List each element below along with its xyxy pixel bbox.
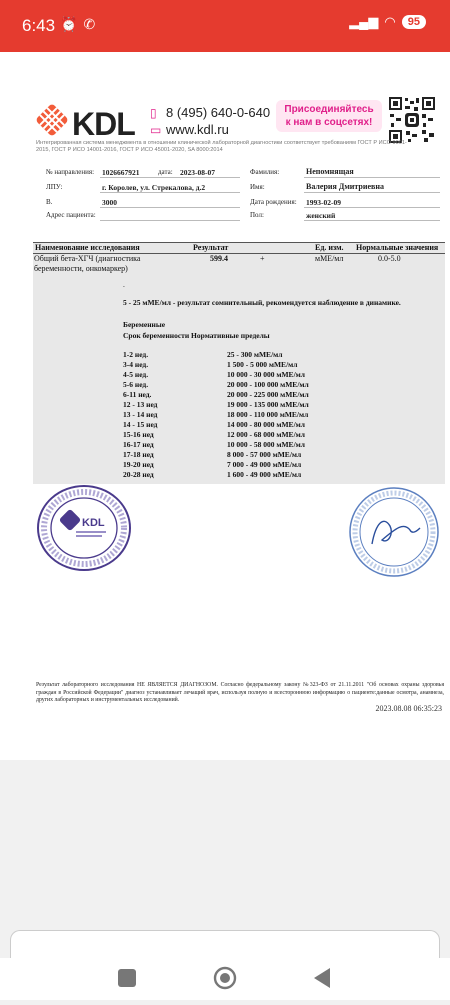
kdl-logo-icon [36, 104, 68, 136]
recents-button-icon[interactable] [118, 969, 136, 987]
contact-block [150, 104, 270, 138]
pregnancy-term: 6-11 нед. [123, 390, 152, 399]
pregnancy-term: 17-18 нед [123, 450, 154, 459]
col-test-name: Наименование исследования [35, 243, 140, 252]
lab-stamp-left [36, 484, 132, 572]
pregnancy-term: 3-4 нед. [123, 360, 149, 369]
battery-icon: 95 [402, 15, 426, 29]
navigation-bar [0, 958, 450, 1000]
pregnancy-range: 1 600 - 49 000 мМЕ/мл [227, 470, 302, 479]
doctor-stamp-right [346, 482, 442, 582]
pregnancy-row [123, 440, 305, 449]
wifi-icon: ◠ [384, 14, 396, 29]
referral-label: № направления: [46, 168, 95, 176]
date-label: дата: [158, 168, 173, 176]
field-line [304, 192, 440, 193]
field-line [100, 220, 240, 221]
document-header [0, 52, 450, 232]
test-value: 599.4 [210, 254, 228, 263]
monitor-icon: ▭ [150, 122, 162, 137]
col-norm: Нормальные значения [356, 243, 439, 252]
surname-value: Непомнящая [306, 167, 354, 176]
test-norm: 0.0-5.0 [378, 254, 401, 263]
pregnancy-range: 20 000 - 225 000 мМЕ/мл [227, 390, 309, 399]
status-bar [0, 0, 450, 52]
v-value: 3000 [102, 198, 117, 207]
pregnancy-range: 10 000 - 30 000 мМЕ/мл [227, 370, 305, 379]
certification-text: Интегрированная система менеджмента в отношении клинической лабораторной диагностики соответствует требованиям ГОСТ Р ИСО 9001-2015, ГОСТ Р ИСО 14001-2016, ГОСТ Р ИСО 45001-2020, SA 8000:2014 [36, 140, 407, 153]
field-line [100, 207, 240, 208]
disclaimer-text: Результат лабораторного исследования НЕ ЯВЛЯЕТСЯ ДИАГНОЗОМ. Согласно федеральному закону №323-ФЗ от 21.11.2011 "Об основах охраны здоровья граждан в Российской Федерации" диагноз устанавливает лечащий врач, используя полную и всестороннюю информацию о пациенте:данные осмотра, анамнеза, других лабораторных и инструментальных исследований. [36, 682, 444, 704]
notification-icons [60, 16, 101, 33]
pregnant-title: Беременные [123, 320, 166, 329]
whatsapp-icon: ✆ [83, 16, 102, 32]
website-link[interactable]: www.kdl.ru [166, 122, 229, 137]
pregnancy-row [123, 380, 309, 389]
phone-icon: ▯ [150, 105, 157, 120]
pregnancy-range: 7 000 - 49 000 мМЕ/мл [227, 460, 302, 469]
name-label: Имя: [250, 183, 265, 191]
dot-mark: . [123, 280, 125, 289]
sex-label: Пол: [250, 211, 264, 219]
pregnancy-term: 4-5 нед. [123, 370, 149, 379]
pregnancy-range: 1 500 - 5 000 мМЕ/мл [227, 360, 298, 369]
test-unit: мМЕ/мл [315, 254, 344, 263]
pregnancy-row [123, 400, 309, 409]
doctor-signature-icon [372, 521, 420, 544]
pregnancy-row [123, 420, 305, 429]
field-line [100, 192, 240, 193]
pregnancy-term: 16-17 нед [123, 440, 154, 449]
col-result: Результат [193, 243, 229, 252]
bottom-sheet-handle[interactable] [10, 930, 440, 958]
pregnancy-range: 20 000 - 100 000 мМЕ/мл [227, 380, 309, 389]
pregnancy-range: 10 000 - 58 000 мМЕ/мл [227, 440, 305, 449]
document-page[interactable] [0, 52, 450, 760]
pregnancy-term: 12 - 13 нед [123, 400, 158, 409]
col-unit: Ед. изм. [315, 243, 344, 252]
pregnancy-range: 14 000 - 80 000 мМЕ/мл [227, 420, 305, 429]
pregnancy-row [123, 430, 305, 439]
report-datetime: 2023.08.08 06:35:23 [375, 704, 442, 713]
pregnancy-range: 19 000 - 135 000 мМЕ/мл [227, 400, 309, 409]
pregnancy-row [123, 350, 283, 359]
pregnancy-row [123, 460, 302, 469]
pregnancy-range: 8 000 - 57 000 мМЕ/мл [227, 450, 302, 459]
field-line [100, 177, 240, 178]
logo-text: KDL [72, 106, 135, 142]
pregnancy-range: 25 - 300 мМЕ/мл [227, 350, 283, 359]
pregnancy-term: 13 - 14 нед [123, 410, 158, 419]
pregnancy-row [123, 370, 305, 379]
field-line [304, 207, 440, 208]
test-name: Общий бета-ХГЧ (диагностика беременности, онкомаркер) [34, 254, 141, 273]
doubtful-note: 5 - 25 мМЕ/мл - результат сомнительный, рекомендуется наблюдение в динамике. [123, 298, 401, 307]
pregnancy-row [123, 470, 302, 479]
sex-value: женский [306, 211, 336, 220]
field-line [304, 220, 440, 221]
status-time: 6:43 [22, 16, 56, 35]
status-right [349, 14, 426, 30]
referral-value: 1026667921 [102, 168, 140, 177]
social-banner[interactable] [276, 100, 382, 132]
address-label: Адрес пациента: [46, 211, 96, 219]
v-label: В. [46, 198, 53, 206]
pregnancy-term: 15-16 нед [123, 430, 154, 439]
results-table-header [33, 242, 445, 254]
test-flag: + [260, 254, 265, 263]
pregnancy-term: 5-6 нед. [123, 380, 149, 389]
social-banner-line2: к нам в соцсетях! [285, 117, 373, 128]
field-line [304, 177, 440, 178]
phone-number[interactable]: 8 (495) 640-0-640 [166, 105, 271, 120]
name-value: Валерия Дмитриевна [306, 182, 384, 191]
pregnancy-term: 14 - 15 нед [123, 420, 158, 429]
back-button-icon[interactable] [314, 968, 330, 988]
lpu-label: ЛПУ: [46, 183, 63, 191]
pregnancy-term: 19-20 нед [123, 460, 154, 469]
date-value: 2023-08-07 [180, 168, 215, 177]
pregnancy-range: 18 000 - 110 000 мМЕ/мл [227, 410, 309, 419]
social-banner-line1: Присоединяйтесь [284, 104, 374, 115]
pregnancy-row [123, 360, 298, 369]
pregnancy-row [123, 390, 309, 399]
stamp-logo-text: KDL [82, 517, 105, 529]
alarm-icon: ⏰ [60, 16, 84, 32]
pregnancy-term: 20-28 нед [123, 470, 154, 479]
signal-icon: ▂▄▆ [349, 14, 379, 29]
pregnant-subtitle: Срок беременности Нормативные пределы [123, 331, 270, 340]
birth-label: Дата рождения: [250, 198, 297, 206]
pregnancy-row [123, 450, 302, 459]
pregnancy-row [123, 410, 309, 419]
surname-label: Фамилия: [250, 168, 280, 176]
results-section [33, 242, 445, 484]
lpu-value: г. Королев, ул. Стрекалова, д.2 [102, 183, 206, 192]
qr-code-icon [388, 96, 436, 144]
pregnancy-range: 12 000 - 68 000 мМЕ/мл [227, 430, 305, 439]
pregnancy-term: 1-2 нед. [123, 350, 149, 359]
birth-value: 1993-02-09 [306, 198, 341, 207]
